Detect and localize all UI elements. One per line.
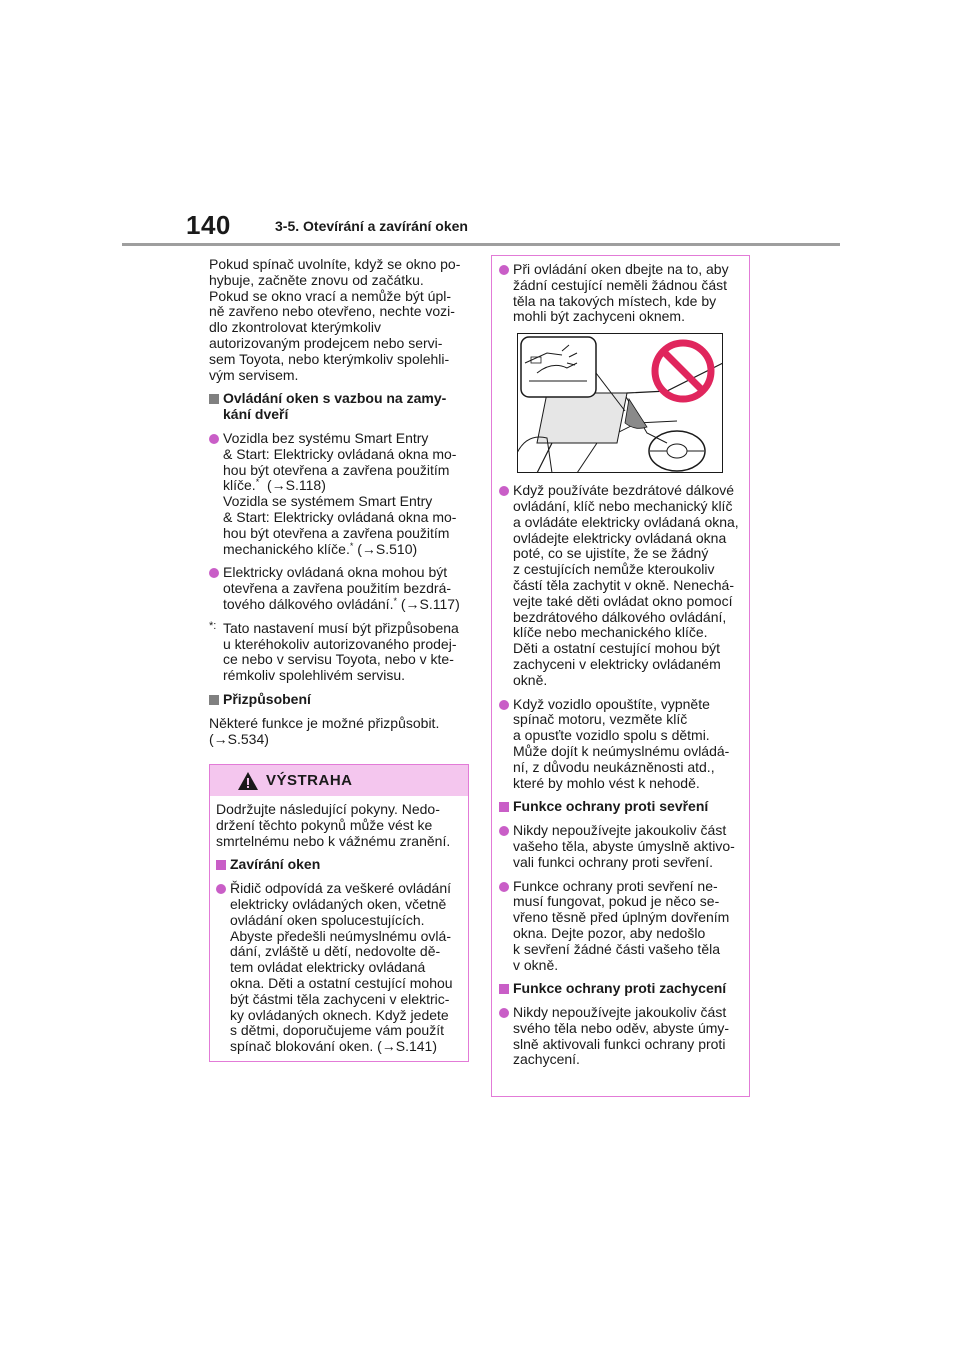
- text-line: s dětmi, doporučujeme vám použít: [230, 1022, 444, 1039]
- page-reference-link[interactable]: (→S.118): [266, 477, 326, 494]
- text-line: Abyste předešli neúmyslnému ovlá-: [230, 927, 451, 944]
- warning-triangle-icon: [237, 771, 259, 791]
- footnote-mark: *:: [209, 619, 217, 632]
- left-column: [209, 257, 469, 755]
- text-line: Nikdy nepoužívejte jakoukoliv část: [513, 1004, 727, 1021]
- right-warning-column: [491, 255, 750, 1097]
- text-line: a opusťte vozidlo spolu s dětmi.: [513, 727, 710, 744]
- text-line: Může dojít k neúmyslnému ovládá-: [513, 742, 730, 759]
- text-line: dlo zkontrolovat kterýmkoliv: [209, 319, 381, 336]
- footnote-marker: *: [349, 540, 354, 551]
- text-line: a ovládáte elektricky ovládaná okna,: [513, 513, 739, 530]
- header-divider: [122, 243, 840, 246]
- text-line: otevřena a zavřena použitím bezdrá-: [223, 580, 452, 597]
- page-reference-link[interactable]: (→S.534): [209, 730, 269, 747]
- text-line: slně aktivovali funkci ochrany proti: [513, 1035, 726, 1052]
- text-line: Vozidla se systémem Smart Entry: [223, 493, 433, 510]
- text-line: Nikdy nepoužívejte jakoukoliv část: [513, 822, 727, 839]
- text-line: vým servisem.: [209, 366, 299, 383]
- text-line: hou být otevřena a zavřena použitím: [223, 524, 450, 541]
- text-line: Při ovládání oken dbejte na to, aby: [513, 261, 729, 277]
- text-line: Vozidla bez systému Smart Entry: [223, 429, 429, 446]
- text-line: ní, z důvodu neukázněnosti atd.,: [513, 758, 715, 775]
- page-reference-link[interactable]: spínač blokování oken. (→S.141): [230, 1038, 438, 1055]
- text-line: poté, co se ujistíte, že se žádný: [513, 545, 709, 562]
- page-header: [0, 0, 960, 250]
- text-line: klíče nebo mechanického klíče.: [513, 624, 708, 641]
- text-line: které by mohlo vést k nehodě.: [513, 774, 700, 791]
- text-line: vřeno těsně před úplným dovřením: [513, 909, 730, 926]
- text-line: smrtelnému nebo k vážnému zranění.: [216, 832, 451, 849]
- text-line: hou být otevřena a zavřena použitím: [223, 461, 450, 478]
- heading-door-lock-windows: [209, 391, 469, 423]
- section-title: 3-5. Otevírání a zavírání oken: [275, 218, 468, 234]
- text-line: Řidič odpovídá za veškeré ovládání: [230, 880, 452, 897]
- footnote-marker: *: [255, 477, 260, 488]
- text-line: hybuje, začněte znovu od začátku.: [209, 271, 424, 288]
- window-pinch-illustration: [517, 333, 723, 473]
- text-line: musí fungovat, pokud je něco se-: [513, 893, 720, 910]
- text-line: zachycení.: [513, 1051, 580, 1068]
- text-line: autorizovaným prodejcem nebo servi-: [209, 334, 443, 351]
- warning-box: [209, 764, 469, 1062]
- warning-header: [210, 765, 468, 796]
- text-line: těla na takových místech, kde by: [513, 292, 717, 309]
- page-number: 140: [186, 210, 231, 240]
- footnote-marker: *: [393, 595, 397, 606]
- bullet-leaving-vehicle: [499, 697, 741, 792]
- warning-label: VÝSTRAHA: [266, 772, 353, 789]
- text-line: sem Toyota, nebo kterýmkoliv spolehli-: [209, 350, 450, 367]
- text-line: Děti a ostatní cestující mohou být: [513, 640, 720, 657]
- text-line: rémkoliv spolehlivém servisu.: [223, 667, 406, 684]
- text-line: okna. Dejte pozor, aby nedošlo: [513, 924, 706, 941]
- text-line: Dodržujte následující pokyny. Nedo-: [216, 801, 440, 817]
- text-line: ky ovládaných oknech. Když jedete: [230, 1006, 449, 1023]
- text-line: v okně.: [513, 956, 559, 973]
- text-line: Když vozidlo opouštíte, vypněte: [513, 695, 710, 712]
- text-line: žádní cestující neměli žádnou část: [513, 276, 728, 293]
- text-line: elektricky ovládaných oken, včetně: [230, 895, 447, 912]
- heading-catch-protection: Funkce ochrany proti zachycení: [499, 981, 741, 997]
- footnote: [209, 621, 469, 684]
- text-line: & Start: Elektricky ovládaná okna mo-: [223, 445, 457, 462]
- text-line: být částmi těla zachyceni v elektric-: [230, 990, 450, 1007]
- text-line: vali funkci ochrany proti sevření.: [513, 853, 713, 870]
- text-line: ce nebo v servisu Toyota, nebo v kte-: [223, 651, 454, 668]
- heading-jam-protection: Funkce ochrany proti sevření: [499, 799, 741, 815]
- text-line: ovládání oken spolucestujících.: [230, 911, 425, 928]
- text-line: ovládání, klíč nebo mechanický klíč: [513, 497, 733, 514]
- text-line: k sevření žádné části vašeho těla: [513, 940, 721, 957]
- bullet-remote-keys: [499, 483, 741, 688]
- text-line: dání, zvláště u dětí, nedovolte dě-: [230, 943, 441, 960]
- bullet-jam-intentional: [499, 823, 741, 870]
- heading-line: Ovládání oken s vazbou na zamy-: [223, 390, 447, 407]
- text-line: z cestujících nemůže kteroukoliv: [513, 561, 715, 578]
- warning-intro: [216, 802, 462, 849]
- bullet-remote-operation: [209, 565, 469, 612]
- text-line: držení těchto pokynů může vést ke: [216, 816, 433, 833]
- text-line: Funkce ochrany proti sevření ne-: [513, 877, 718, 894]
- bullet-catch-intentional: [499, 1005, 741, 1068]
- car-window-figure: [517, 333, 723, 473]
- text-line: vašeho těla, abyste úmyslně aktivo-: [513, 837, 735, 854]
- bullet-key-operation: [209, 431, 469, 557]
- text-line: ovládejte elektricky ovládaná okna: [513, 529, 727, 546]
- text-line: Pokud se okno vrací a nemůže být úpl-: [209, 287, 452, 304]
- text-fragment: mechanického klíče.: [223, 540, 350, 557]
- text-fragment: tového dálkového ovládání.: [223, 595, 394, 612]
- text-line: spínač motoru, vezměte klíč: [513, 711, 688, 728]
- text-line: okna. Děti a ostatní cestující mohou: [230, 974, 453, 991]
- page-reference-link[interactable]: (→S.117): [400, 595, 460, 612]
- text-line: Když používáte bezdrátové dálkové: [513, 482, 735, 499]
- text-fragment: klíče.: [223, 477, 256, 494]
- heading-customization: Přizpůsobení: [209, 692, 469, 708]
- text-line: Některé funkce je možné přizpůsobit.: [209, 714, 440, 731]
- customization-paragraph: [209, 716, 469, 748]
- warning-body: [210, 796, 468, 1055]
- bullet-body-parts: [499, 262, 741, 325]
- bullet-driver-responsibility: [216, 881, 462, 1055]
- text-line: Elektricky ovládaná okna mohou být: [223, 564, 448, 581]
- text-line: částí těla zachytit v okně. Nenechá-: [513, 576, 734, 593]
- text-line: mohli být zachyceni oknem.: [513, 308, 685, 325]
- text-line: ně zavřeno nebo otevřeno, nechte vozi-: [209, 303, 455, 320]
- text-line: okně.: [513, 671, 548, 688]
- text-line: tem ovládat elektricky ovládaná: [230, 959, 426, 976]
- text-line: vejte také děti ovládat okno pomocí: [513, 592, 733, 609]
- bullet-jam-may-fail: [499, 879, 741, 974]
- heading-line: kání dveří: [223, 406, 289, 423]
- text-line: svého těla nebo oděv, abyste úmy-: [513, 1019, 730, 1036]
- page-reference-link[interactable]: (→S.510): [357, 540, 418, 557]
- text-line: Pokud spínač uvolníte, když se okno po-: [209, 256, 461, 272]
- text-line: Tato nastavení musí být přizpůsobena: [223, 619, 459, 636]
- text-line: bezdrátového dálkového ovládání,: [513, 608, 727, 625]
- text-line: zachyceni v elektricky ovládaném: [513, 655, 721, 672]
- intro-paragraph: [209, 257, 469, 383]
- text-line: & Start: Elektricky ovládaná okna mo-: [223, 508, 457, 525]
- heading-closing-windows: Zavírání oken: [216, 857, 462, 873]
- text-line: u kteréhokoliv autorizovaného prodej-: [223, 635, 457, 652]
